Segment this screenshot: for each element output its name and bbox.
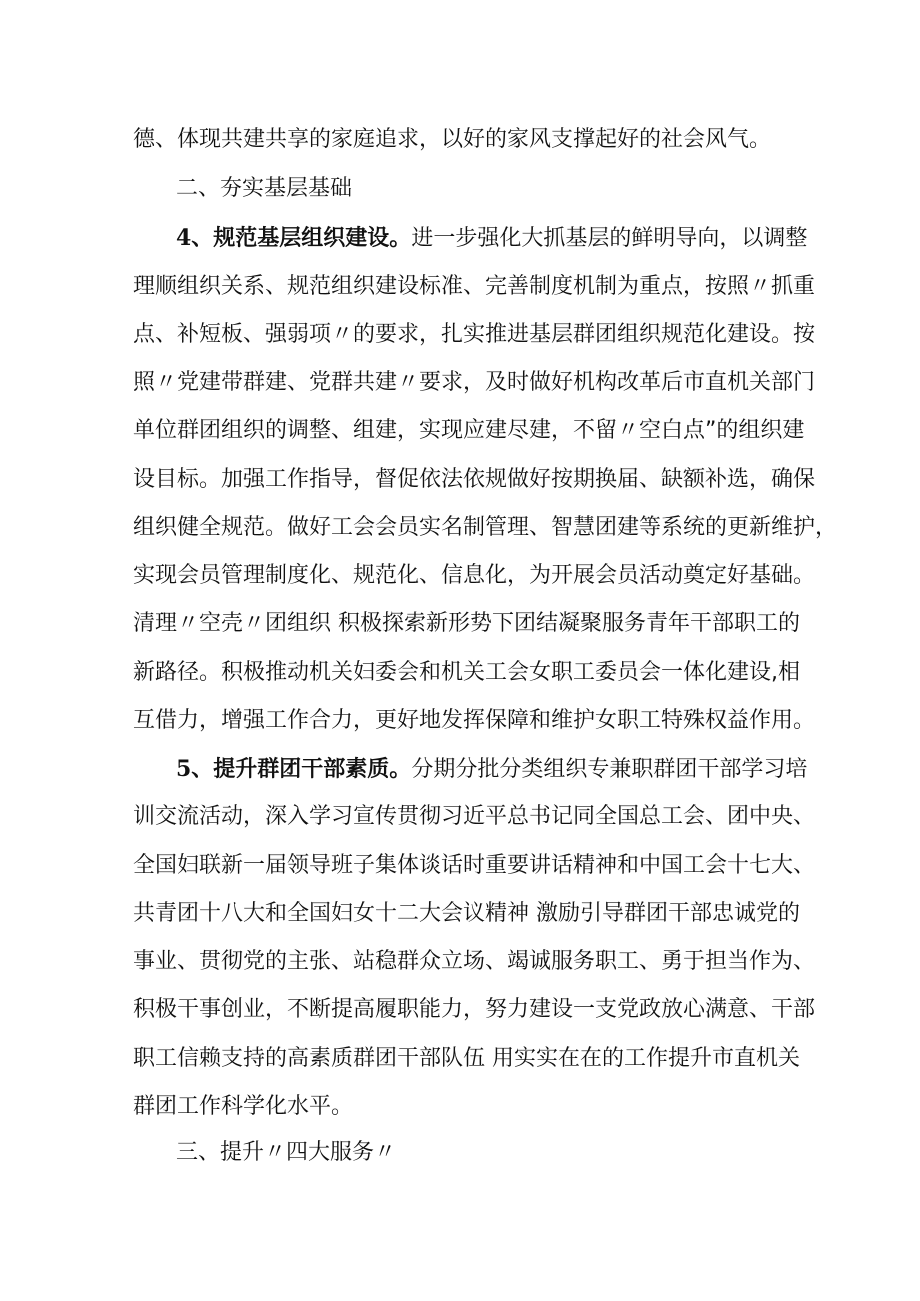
paragraph-line: 共青团十八大和全国妇女十二大会议精神 激励引导群团干部忠诚党的 (133, 901, 800, 926)
paragraph-line: 全国妇联新一届领导班子集体谈话时重要讲话精神和中国工会十七大、 (133, 853, 816, 878)
paragraph-line: 互借力，增强工作合力，更好地发挥保障和维护女职工特殊权益作用。 (133, 708, 816, 733)
paragraph-line: 积极干事创业，不断提高履职能力，努力建设一支党政放心满意、干部 (133, 997, 816, 1022)
section-heading-2: 二、夯实基层基础 (176, 176, 353, 201)
paragraph-continuation: 德、体现共建共享的家庭追求，以好的家风支撑起好的社会风气。 (133, 127, 772, 152)
paragraph-line: 照〃党建带群建、党群共建〃要求，及时做好机构改革后市直机关部门 (133, 370, 816, 395)
paragraph-line: 组织健全规范。做好工会会员实名制管理、智慧团建等系统的更新维护， (133, 515, 838, 540)
paragraph-line: 设目标。加强工作指导，督促依法依规做好按期换届、缺额补选，确保 (133, 467, 816, 492)
paragraph-line: 进一步强化大抓基层的鲜明导向，以调整 (411, 226, 808, 251)
item-5-first-line (176, 754, 807, 785)
paragraph-line: 实现会员管理制度化、规范化、信息化，为开展会员活动奠定好基础。 (133, 563, 816, 588)
paragraph-line: 群团工作科学化水平。 (133, 1094, 354, 1119)
paragraph-line: 分期分批分类组织专兼职群团干部学习培 (411, 757, 808, 782)
section-heading-3: 三、提升〃四大服务〃 (176, 1140, 397, 1165)
paragraph-line: 职工信赖支持的高素质群团干部队伍 用实实在在的工作提升市直机关 (133, 1046, 800, 1071)
paragraph-line: 单位群团组织的调整、组建，实现应建尽建，不留〃空白点”的组织建 (133, 418, 805, 443)
item-4-title: 4、规范基层组织建设。 (176, 225, 412, 251)
paragraph-line: 理顺组织关系、规范组织建设标准、完善制度机制为重点，按照〃抓重 (133, 274, 816, 299)
item-4-first-line (176, 223, 807, 254)
paragraph-line: 点、补短板、强弱项〃的要求，扎实推进基层群团组织规范化建设。按 (133, 322, 816, 347)
paragraph-line: 新路径。积极推动机关妇委会和机关工会女职工委员会一体化建设,相 (133, 660, 800, 685)
paragraph-line: 清理〃空壳〃团组织 积极探索新形势下团结凝聚服务青年干部职工的 (133, 611, 800, 636)
paragraph-line: 训交流活动，深入学习宣传贯彻习近平总书记同全国总工会、团中央、 (133, 804, 816, 829)
paragraph-line: 事业、贯彻党的主张、站稳群众立场、竭诚服务职工、勇于担当作为、 (133, 949, 816, 974)
item-5-title: 5、提升群团干部素质。 (176, 756, 412, 782)
